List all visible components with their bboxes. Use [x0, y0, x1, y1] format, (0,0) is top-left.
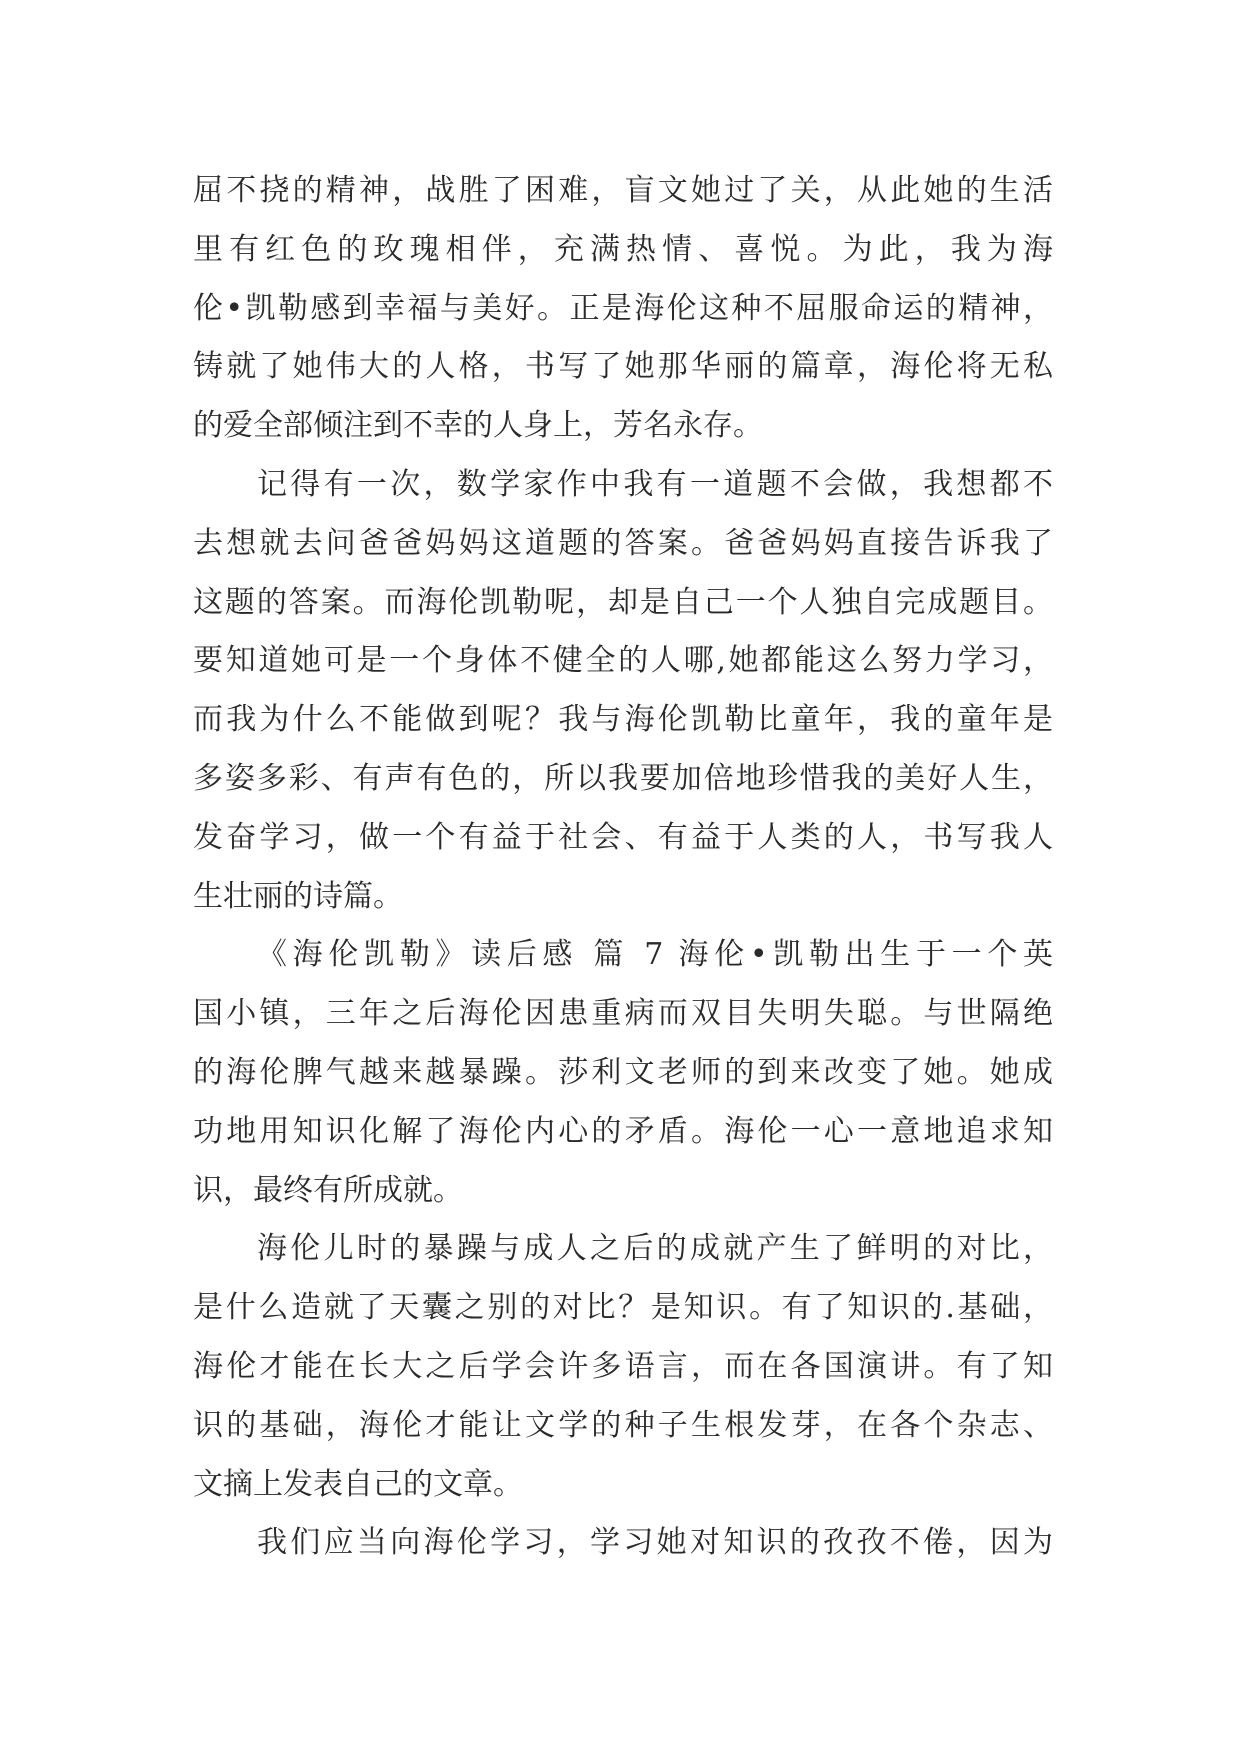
text-line: 里有红色的玫瑰相伴，充满热情、喜悦。为此，我为海: [193, 231, 1053, 267]
paragraph-first-line: 海伦儿时的暴躁与成人之后的成就产生了鲜明的对比，: [257, 1231, 1053, 1267]
text-line: 的海伦脾气越来越暴躁。莎利文老师的到来改变了她。她成: [193, 1054, 1053, 1090]
text-line: 多姿多彩、有声有色的，所以我要加倍地珍惜我的美好人生，: [193, 760, 1053, 796]
text-line: 文摘上发表自己的文章。: [193, 1466, 523, 1502]
text-line: 国小镇，三年之后海伦因患重病而双目失明失聪。与世隔绝: [193, 996, 1053, 1032]
text-line: 这题的答案。而海伦凯勒呢，却是自己一个人独自完成题目。: [193, 584, 1053, 620]
text-line: 屈不挠的精神，战胜了困难，盲文她过了关，从此她的生活: [193, 173, 1053, 208]
text-line: 海伦才能在长大之后学会许多语言，而在各国演讲。有了知: [193, 1348, 1053, 1384]
text-line: 生壮丽的诗篇。: [193, 878, 403, 914]
text-line: 要知道她可是一个身体不健全的人哪,她都能这么努力学习，: [193, 643, 1053, 679]
paragraph-first-line: 我们应当向海伦学习，学习她对知识的孜孜不倦，因为: [257, 1525, 1053, 1561]
text-line: 去想就去问爸爸妈妈这道题的答案。爸爸妈妈直接告诉我了: [193, 525, 1053, 561]
paragraph-first-line: 《海伦凯勒》读后感 篇 7 海伦•凯勒出生于一个英: [257, 937, 1053, 973]
text-line: 伦•凯勒感到幸福与美好。正是海伦这种不屈服命运的精神，: [193, 290, 1053, 326]
text-line: 而我为什么不能做到呢？我与海伦凯勒比童年，我的童年是: [193, 702, 1053, 738]
document-body: [193, 162, 1053, 1573]
text-line: 识的基础，海伦才能让文学的种子生根发芽，在各个杂志、: [193, 1407, 1053, 1443]
text-line: 发奋学习，做一个有益于社会、有益于人类的人，书写我人: [193, 819, 1053, 855]
text-line: 识，最终有所成就。: [193, 1172, 463, 1208]
text-line: 是什么造就了天囊之别的对比？是知识。有了知识的.基础，: [193, 1290, 1053, 1326]
text-line: 功地用知识化解了海伦内心的矛盾。海伦一心一意地追求知: [193, 1113, 1053, 1149]
text-line: 的爱全部倾注到不幸的人身上，芳名永存。: [193, 408, 763, 444]
text-line: 铸就了她伟大的人格，书写了她那华丽的篇章，海伦将无私: [193, 349, 1053, 385]
paragraph-first-line: 记得有一次，数学家作中我有一道题不会做，我想都不: [257, 466, 1053, 502]
